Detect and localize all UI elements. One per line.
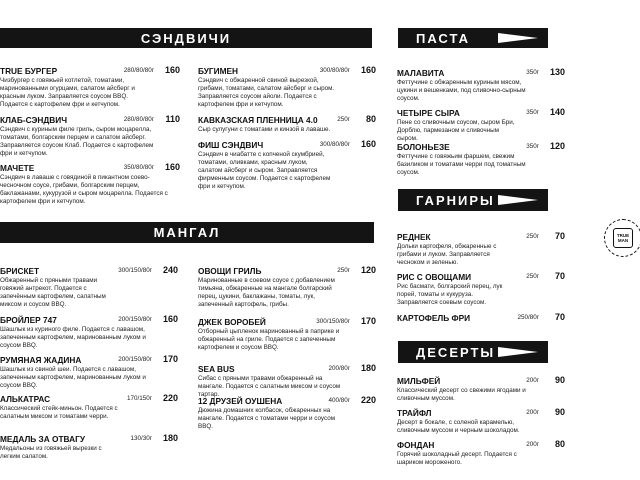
item-name: ФИШ СЭНДВИЧ [198, 140, 264, 150]
item-price: 240 [162, 265, 178, 275]
badge-logo: TRUE MAN [613, 228, 633, 248]
item-name: БРОЙЛЕР 747 [0, 315, 57, 325]
item-name: TRUE БУРГЕР [0, 66, 58, 76]
item-description: Отборный цыпленок маринованный в паприке и обжаренный на гриле. Подается с запеченным картофелем и соусом BBQ. [198, 328, 340, 351]
menu-item [0, 266, 178, 309]
item-description: Сибас с пряными травами обжаренный на мангале. Подается с салатным миксом и соусом тартар. [198, 375, 341, 398]
item-weight: 350/80/80г [123, 164, 154, 171]
menu-item [0, 66, 180, 109]
item-description: Сэндвич в лаваше с говядиной в пикантном соево-чесночном соусе, грибами, болгарским перцем, баклажанами, кукурузой и сыром моцарелла. Подается с картофелем фри и кетчупом. [0, 174, 168, 205]
item-name: РИС С ОВОЩАМИ [397, 272, 472, 282]
menu-item [198, 140, 376, 191]
item-description: Маринованные в соевом соусе с добавлением тимьяна, обжаренные на мангале болгарский перец, цукини, баклажаны, томаты, лук, запеченный картофель, грибы. [198, 277, 335, 308]
item-name: ФОНДАН [397, 440, 435, 450]
item-description: Горячий шоколадный десерт. Подается с шариком мороженого. [397, 451, 517, 466]
item-name: 12 ДРУЗЕЙ ОУШЕНА [198, 396, 283, 406]
true-man-badge [604, 219, 640, 257]
section-title-sandwiches: СЭНДВИЧИ [140, 30, 232, 46]
menu-item [0, 355, 178, 390]
item-price: 90 [554, 407, 565, 417]
item-name: БОЛОНЬЕЗЕ [397, 142, 450, 152]
item-weight: 400/80г [328, 397, 350, 404]
item-description: Сыр сулугуни с томатами и кинзой в лаваше. [198, 126, 331, 133]
item-name: МАЛАВИТА [397, 68, 445, 78]
item-description: Дольки картофеля, обжаренные с грибами и луком. Заправляется чесноком и зеленью. [397, 243, 497, 266]
arrow-icon [498, 195, 538, 205]
item-weight: 280/80/80г [123, 67, 154, 74]
item-price: 120 [549, 141, 565, 151]
item-description: Рис басмати, болгарский перец, лук порей, томаты и кукуруза. Заправляется соевым соусом. [397, 283, 503, 306]
menu-item [198, 364, 376, 399]
item-description: Шашлык из куриного филе. Подается с лавашом, запеченным картофелем, маринованным луком и соусом BBQ. [0, 326, 146, 349]
item-name: АЛЬКАТРАС [0, 394, 51, 404]
menu-item [198, 66, 376, 109]
section-header-desserts [398, 341, 548, 363]
item-description: Феттучине с говяжьим фаршем, свежим базиликом и томатами черри под томатным соусом. [397, 153, 526, 176]
section-title-desserts: ДЕСЕРТЫ [416, 344, 496, 360]
item-description: Чизбургер с говяжьей котлетой, томатами, маринованными огурцами, салатом айсберг и красным луком. Заправляется соусом BBQ. Подается с картофелем фри и кетчупом. [0, 77, 135, 108]
section-header-sandwiches [0, 28, 372, 48]
item-price: 80 [554, 439, 565, 449]
item-description: Шашлык из свиной шеи. Подается с лавашом, запеченным картофелем, маринованным луком и соусом BBQ. [0, 366, 146, 389]
menu-item [397, 232, 565, 267]
item-price: 180 [162, 433, 178, 443]
item-price: 220 [162, 393, 178, 403]
item-price: 80 [365, 114, 376, 124]
item-name: ОВОЩИ ГРИЛЬ [198, 266, 262, 276]
menu-item [397, 272, 565, 307]
menu-item [397, 313, 565, 323]
menu-item [198, 396, 376, 431]
item-description: Сэндвич с обжаренной свиной вырезкой, грибами, томатами, салатом айсберг и сыром. Заправляется соусом айоли. Подается с картофелем фри и кетчупом. [198, 77, 335, 108]
item-name: МАЧЕТЕ [0, 163, 35, 173]
item-weight: 200г [526, 409, 539, 416]
section-header-pasta [398, 28, 548, 48]
menu-item [397, 376, 565, 403]
item-price: 70 [554, 231, 565, 241]
item-name: ЧЕТЫРЕ СЫРА [397, 108, 460, 118]
section-header-mangal [0, 222, 374, 243]
item-name: МИЛЬФЕЙ [397, 376, 441, 386]
item-weight: 250г [526, 273, 539, 280]
item-weight: 350г [526, 69, 539, 76]
item-weight: 300/80/80г [319, 141, 350, 148]
section-title-garnish: ГАРНИРЫ [416, 192, 495, 208]
item-weight: 200г [526, 441, 539, 448]
item-weight: 250г [337, 267, 350, 274]
item-name: SEA BUS [198, 364, 235, 374]
arrow-icon [498, 33, 538, 43]
menu-item [198, 317, 376, 352]
item-price: 160 [164, 65, 180, 75]
item-description: Классический стейк-миньон. Подается с салатным миксом и томатами черри. [0, 405, 118, 420]
section-title-pasta: ПАСТА [416, 30, 470, 46]
item-weight: 130/30г [130, 435, 152, 442]
item-price: 160 [164, 162, 180, 172]
item-weight: 200/150/80г [118, 316, 152, 323]
item-name: КАРТОФЕЛЬ ФРИ [397, 313, 471, 323]
item-name: МЕДАЛЬ ЗА ОТВАГУ [0, 434, 85, 444]
item-description: Десерт в бокале, с соленой карамелью, сливочным муссом и черным шоколадом. [397, 419, 520, 434]
item-name: БУГИМЕН [198, 66, 239, 76]
item-price: 130 [549, 67, 565, 77]
item-price: 70 [554, 271, 565, 281]
menu-item [0, 115, 180, 158]
menu-item [397, 68, 565, 103]
item-name: КЛАБ-СЭНДВИЧ [0, 115, 68, 125]
item-price: 90 [554, 375, 565, 385]
item-weight: 200/80г [328, 365, 350, 372]
item-description: Классический десерт со свежими ягодами и сливочным муссом. [397, 387, 526, 402]
item-description: Сэндвич с куриным филе гриль, сыром моцарелла, томатами, болгарским перцем и салатом айсберг. Заправляется соусом Клаб. Подается с картофелем фри и кетчупом. [0, 126, 154, 157]
item-price: 160 [360, 139, 376, 149]
item-weight: 250/80г [517, 314, 539, 321]
item-price: 140 [549, 107, 565, 117]
item-price: 160 [162, 314, 178, 324]
item-weight: 200г [526, 377, 539, 384]
item-weight: 300/150/80г [118, 267, 152, 274]
menu-item [0, 434, 178, 461]
item-price: 70 [554, 312, 565, 322]
item-price: 170 [162, 354, 178, 364]
item-name: БРИСКЕТ [0, 266, 40, 276]
menu-item [0, 315, 178, 350]
item-price: 120 [360, 265, 376, 275]
arrow-icon [498, 347, 538, 357]
item-weight: 200/150/80г [118, 356, 152, 363]
item-description: Феттучине с обжаренным куриным мясом, цукини и вешенками, под сливочно-сырным соусом. [397, 79, 526, 102]
item-description: Сэндвич в чиабатте с копченой скумбрией, томатами, оливками, красным луком, салатом айсберг и сыром. Заправляется фирменным соусом. Подается с картофелем фри и кетчупом. [198, 151, 331, 190]
menu-item [198, 266, 376, 309]
item-weight: 280/80/80г [123, 116, 154, 123]
item-weight: 350г [526, 143, 539, 150]
item-weight: 300/80/80г [319, 67, 350, 74]
item-name: ТРАЙФЛ [397, 408, 432, 418]
item-price: 220 [360, 395, 376, 405]
item-name: КАВКАЗСКАЯ ПЛЕННИЦА 4.0 [198, 115, 318, 125]
section-title-mangal: МАНГАЛ [153, 225, 221, 240]
item-weight: 170/150г [126, 395, 152, 402]
item-description: Обжаренный с пряными травами говяжий антрекот. Подается с запечённым картофелем, салатным миксом и соусом BBQ. [0, 277, 106, 308]
item-description: Медальоны из говяжьей вырезки с легким салатом. [0, 445, 102, 460]
item-name: РЕДНЕК [397, 232, 431, 242]
menu-item [397, 108, 565, 143]
item-name: ДЖЕК ВОРОБЕЙ [198, 317, 266, 327]
item-price: 170 [360, 316, 376, 326]
menu-item [397, 440, 565, 467]
item-weight: 250г [337, 116, 350, 123]
menu-item [397, 142, 565, 177]
item-description: Дюжина домашних колбасок, обжаренных на мангале. Подается с томатами черри и соусом BBQ. [198, 407, 336, 430]
item-description: Пене со сливочным соусом, сыром Бри, Дорблю, пармезаном и сливочным сыром. [397, 119, 515, 142]
item-weight: 350г [526, 109, 539, 116]
item-price: 160 [360, 65, 376, 75]
item-price: 110 [165, 114, 180, 124]
menu-item [397, 408, 565, 435]
section-header-garnish [398, 189, 548, 211]
item-name: РУМЯНАЯ ЖАДИНА [0, 355, 82, 365]
item-price: 180 [360, 363, 376, 373]
menu-item [198, 115, 376, 134]
menu-item [0, 163, 180, 206]
item-weight: 300/150/80г [316, 318, 350, 325]
menu-item [0, 394, 178, 421]
item-weight: 250г [526, 233, 539, 240]
